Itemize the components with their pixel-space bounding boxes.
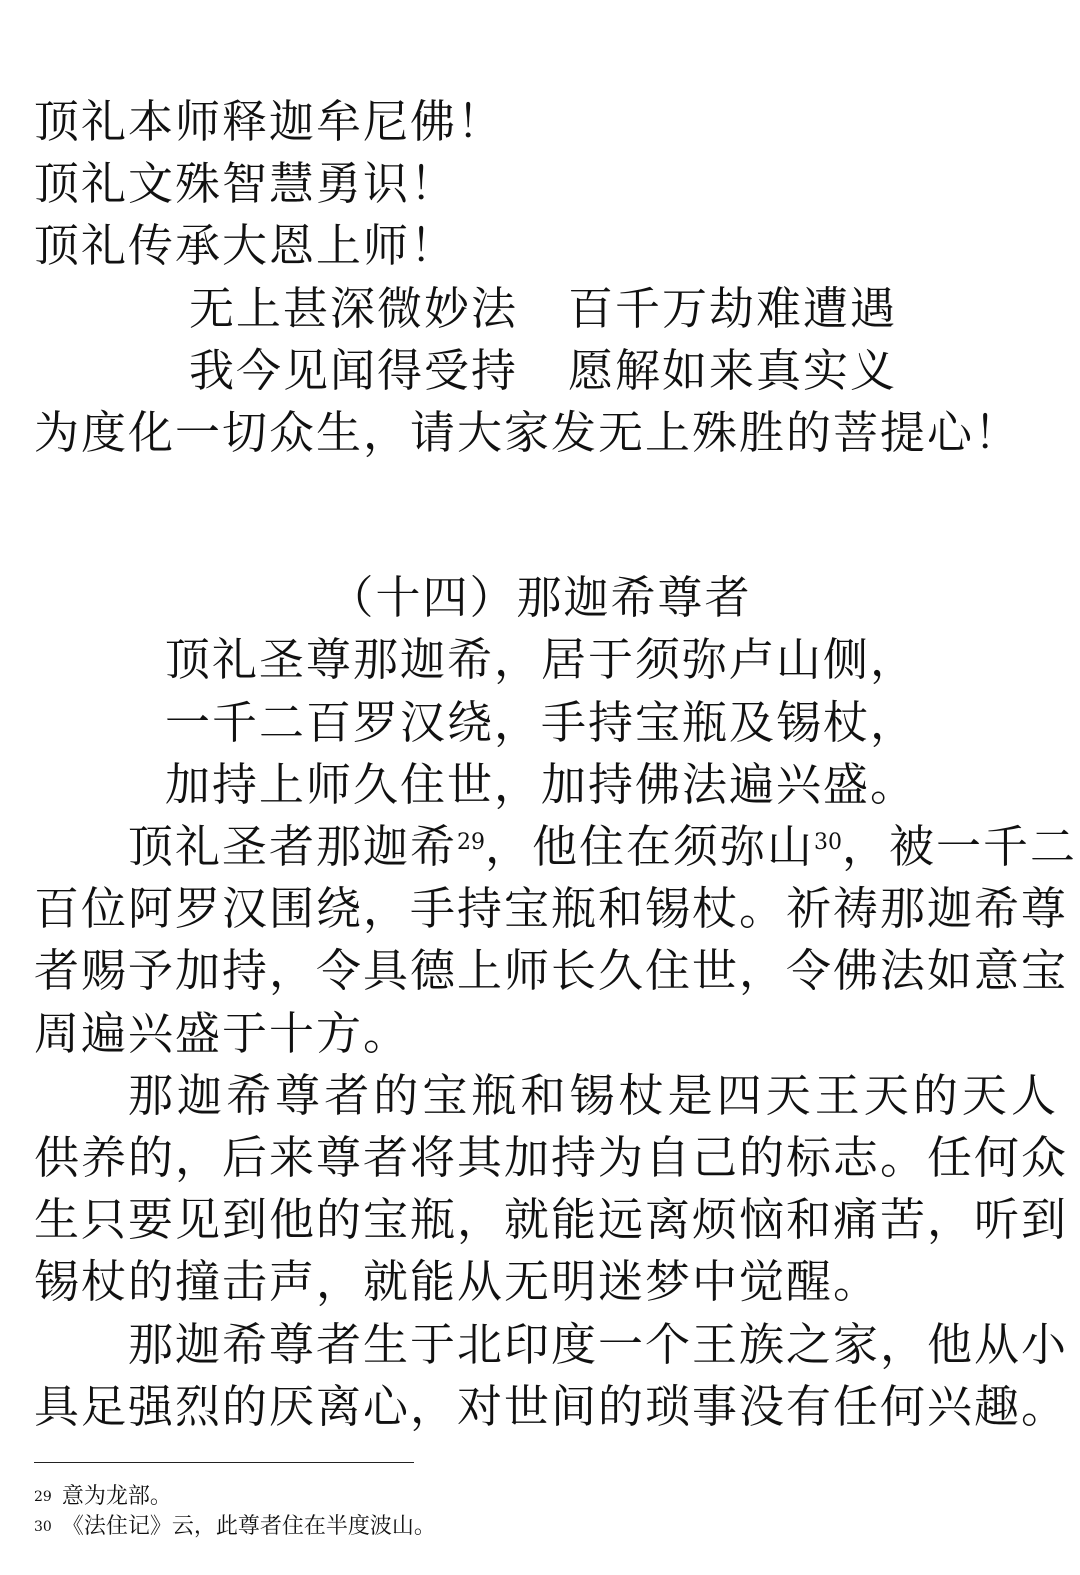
- footnote-30: [34, 1514, 436, 1540]
- opening-verse-line-2-right: 愿解如来真实义: [568, 344, 898, 397]
- homage-line-1: 顶礼本师释迦牟尼佛！: [34, 95, 505, 148]
- opening-verse-line-1-right: 百千万劫难遭遇: [568, 282, 898, 335]
- section-verse-line-3: 加持上师久住世，加持佛法遍兴盛。: [165, 758, 918, 811]
- footnote-29-text: 意为龙部。: [61, 1484, 172, 1509]
- section-verse-line-2: 一千二百罗汉绕，手持宝瓶及锡杖，: [165, 696, 918, 749]
- footnote-29: [34, 1484, 172, 1510]
- footnote-ref-30[interactable]: 30: [814, 830, 843, 855]
- paragraph-1-line-4: 周遍兴盛于十方。: [34, 1007, 411, 1060]
- paragraph-2-line-1: 那迦希尊者的宝瓶和锡杖是四天王天的天人: [128, 1069, 1058, 1122]
- homage-line-2: 顶礼文殊智慧勇识！: [34, 157, 458, 210]
- section-verse-line-1: 顶礼圣尊那迦希，居于须弥卢山侧，: [165, 633, 918, 686]
- opening-verse-line-2: [189, 345, 897, 397]
- paragraph-3-line-2: 具足强烈的厌离心，对世间的琐事没有任何兴趣。: [34, 1380, 1069, 1433]
- paragraph-3-line-1: 那迦希尊者生于北印度一个王族之家，他从小: [128, 1318, 1069, 1371]
- footnote-30-number: 30: [34, 1519, 52, 1535]
- paragraph-1-line-3: 者赐予加持，令具德上师长久住世，令佛法如意宝: [34, 944, 1069, 997]
- paragraph-2-line-2: 供养的，后来尊者将其加持为自己的标志。任何众: [34, 1131, 1069, 1184]
- paragraph-1-line-1: [128, 820, 1078, 873]
- paragraph-1-text-c: ，被一千二: [842, 820, 1078, 873]
- footnote-divider: [34, 1462, 414, 1463]
- bodhicitta-line: 为度化一切众生，请大家发无上殊胜的菩提心！: [34, 406, 1022, 459]
- opening-verse-line-2-left: 我今见闻得受持: [189, 344, 519, 397]
- paragraph-1-text-a: 顶礼圣者那迦希: [128, 820, 458, 873]
- footnote-29-number: 29: [34, 1489, 52, 1505]
- paragraph-1-text-b: ，他住在须弥山: [485, 820, 815, 873]
- footnote-30-text: 《法住记》云，此尊者住在半度波山。: [61, 1514, 436, 1539]
- section-title: （十四）那迦希尊者: [328, 571, 752, 624]
- opening-verse-line-1-left: 无上甚深微妙法: [189, 282, 519, 335]
- footnote-ref-29[interactable]: 29: [457, 830, 486, 855]
- paragraph-2-line-3: 生只要见到他的宝瓶，就能远离烦恼和痛苦，听到: [34, 1193, 1069, 1246]
- opening-verse-line-1: [189, 283, 897, 335]
- paragraph-1-line-2: 百位阿罗汉围绕，手持宝瓶和锡杖。祈祷那迦希尊: [34, 882, 1069, 935]
- paragraph-2-line-4: 锡杖的撞击声，就能从无明迷梦中觉醒。: [34, 1255, 881, 1308]
- homage-line-3: 顶礼传承大恩上师！: [34, 219, 458, 272]
